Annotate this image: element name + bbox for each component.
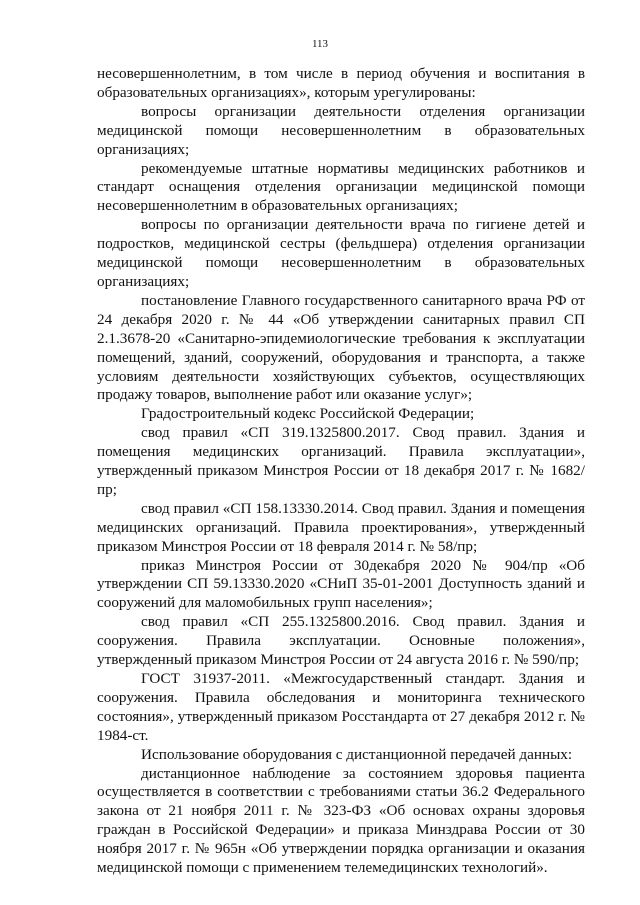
paragraph: дистанционное наблюдение за состоянием здоровья пациента осуществляется в соответствии с требованиями статьи 36.2 Федерального закона от 21 ноября 2011 г. № 323-ФЗ «Об основах охраны здоровья граждан в Российской Федерации» и приказа Минздрава России от 30 ноября 2017 г. № 965н «Об утверждении порядка организации и оказания медицинской помощи с применением телемедицинских технологий». [97,764,585,877]
paragraph: Градостроительный кодекс Российской Федерации; [141,405,475,423]
paragraph: свод правил «СП 319.1325800.2017. Свод правил. Здания и помещения медицинских организаций. Правила эксплуатации», утвержденный приказом Минстроя России от 18 декабря 2017 г. № 1682/пр; [97,424,585,498]
paragraph: ГОСТ 31937-2011. «Межгосударственный стандарт. Здания и сооружения. Правила обследования и мониторинга технического состояния», утвержденный приказом Росстандарта от 27 декабря 2012 г. № 1984-ст. [97,670,585,744]
paragraph: приказ Минстроя России от 30декабря 2020 № 904/пр «Об утверждении СП 59.13330.2020 «СНиП 35-01-2001 Доступность зданий и сооружений для маломобильных групп населения»; [97,556,585,612]
paragraph: свод правил «СП 255.1325800.2016. Свод правил. Здания и сооружения. Правила эксплуатации. Основные положения», утвержденный приказом Минстроя России от 24 августа 2016 г. № 590/пр; [97,613,585,669]
paragraph: несовершеннолетним, в том числе в период обучения и воспитания в образовательных организациях», которым урегулированы: [97,65,585,101]
document-body [97,65,585,878]
page-number: 113 [311,38,329,50]
paragraph: вопросы по организации деятельности врача по гигиене детей и подростков, медицинской сестры (фельдшера) отделения организации медицинской помощи несовершеннолетним в образовательных организациях; [97,216,585,290]
paragraph: вопросы организации деятельности отделения организации медицинской помощи несовершеннолетним в образовательных организациях; [97,102,585,158]
paragraph: свод правил «СП 158.13330.2014. Свод правил. Здания и помещения медицинских организаций. Правила проектирования», утвержденный приказом Минстроя России от 18 февраля 2014 г. № 58/пр; [97,499,585,555]
paragraph: Использование оборудования с дистанционной передачей данных: [141,745,573,763]
paragraph: рекомендуемые штатные нормативы медицинских работников и стандарт оснащения отделения организации медицинской помощи несовершеннолетним в образовательных организациях; [97,159,585,215]
paragraph: постановление Главного государственного санитарного врача РФ от 24 декабря 2020 г. № 44 «Об утверждении санитарных правил СП 2.1.3678-20 «Санитарно-эпидемиологические требования к эксплуатации помещений, зданий, сооружений, оборудования и транспорта, а также условиям деятельности хозяйствующих субъектов, осуществляющих продажу товаров, выполнение работ или оказание услуг»; [97,291,585,404]
